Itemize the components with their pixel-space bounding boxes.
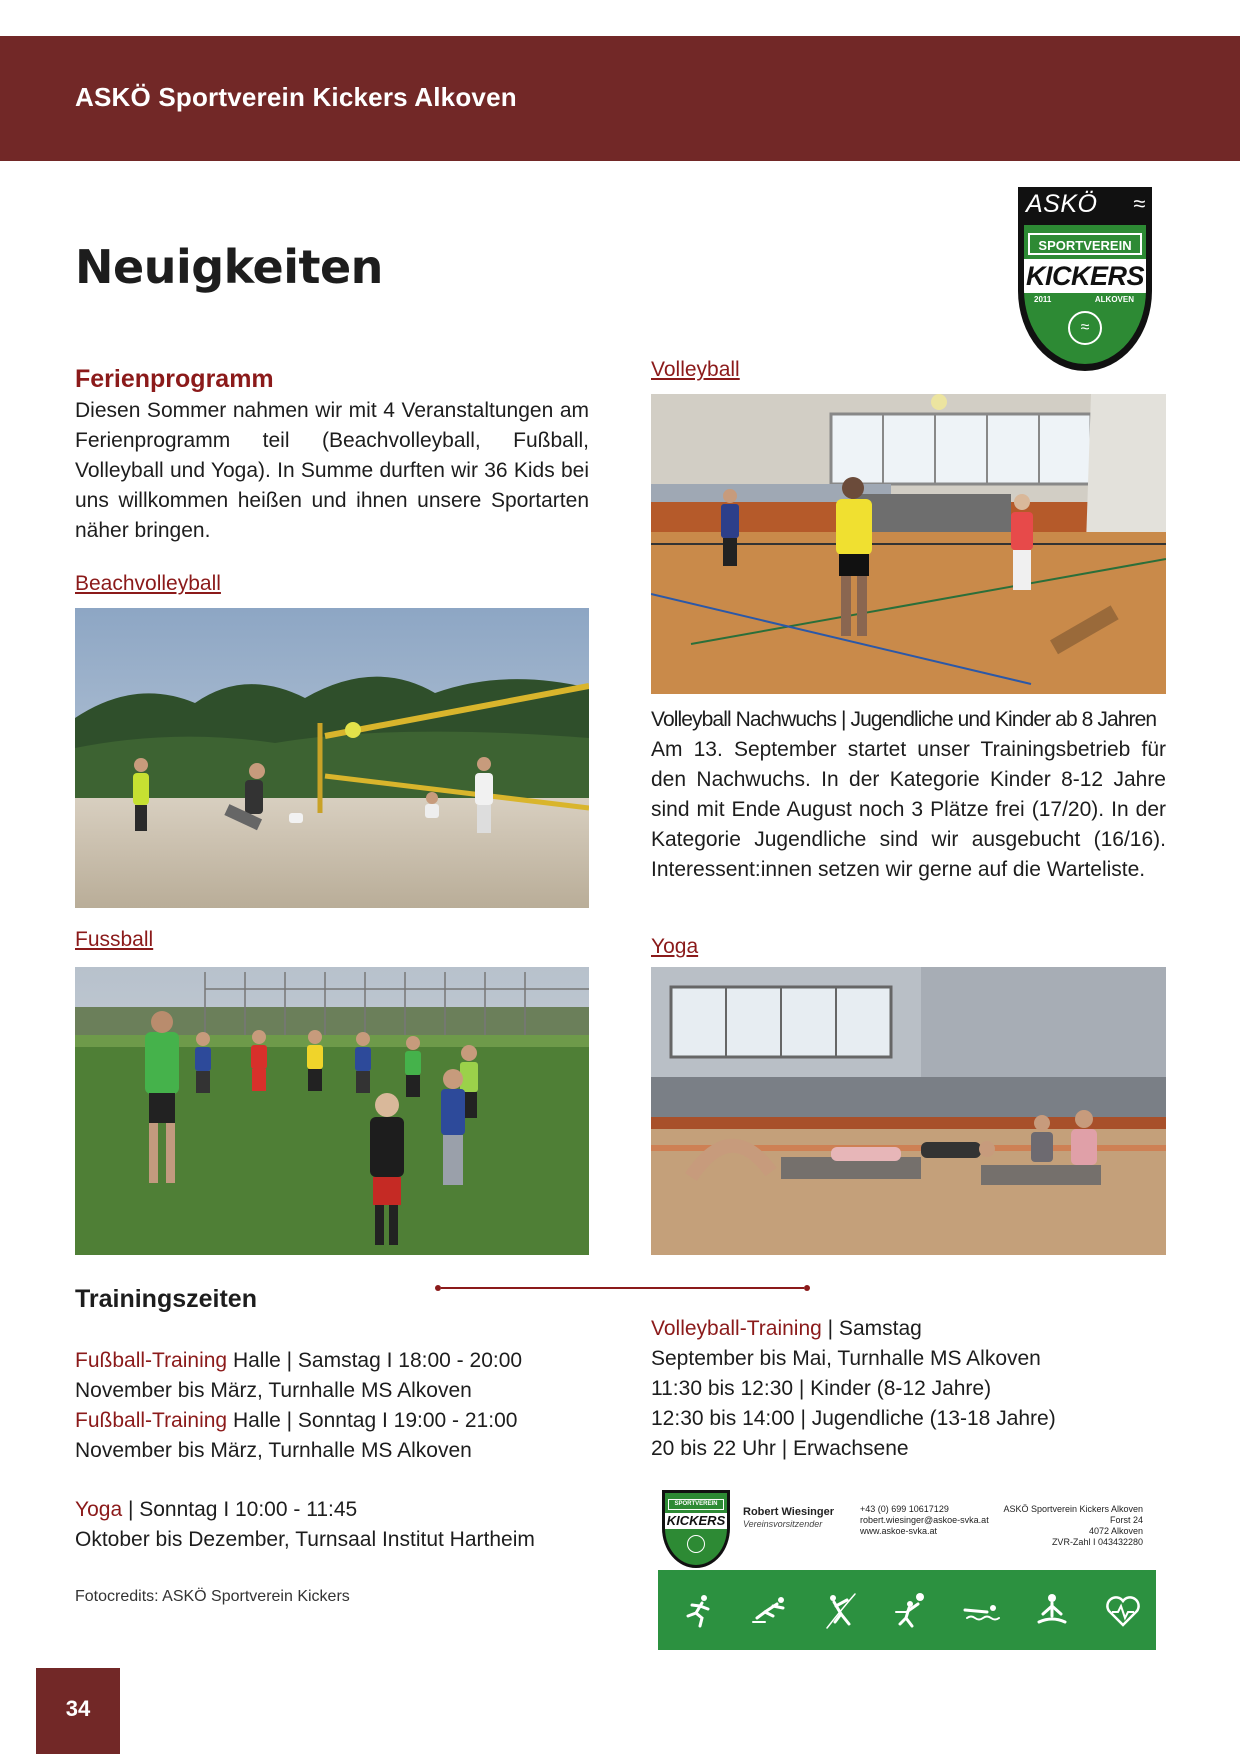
beachvolleyball-label[interactable]: Beachvolleyball — [75, 572, 221, 595]
contact-website[interactable]: www.askoe-svka.at — [860, 1526, 938, 1536]
fussball-training-time-2: Halle | Sonntag I 19:00 - 21:00 — [227, 1409, 518, 1432]
yoga-photo — [651, 967, 1166, 1255]
yoga-label[interactable]: Yoga — [651, 935, 699, 958]
fussball-photo — [75, 967, 589, 1255]
logo-shield — [1018, 221, 1152, 371]
volleyball-training-kids: 11:30 bis 12:30 | Kinder (8-12 Jahre) — [651, 1377, 992, 1400]
training-fussball-schedule — [75, 1346, 522, 1466]
page-title: Neuigkeiten — [75, 240, 383, 294]
fussball-training-place-2: November bis März, Turnhalle MS Alkoven — [75, 1439, 472, 1462]
club-name: ASKÖ Sportverein Kickers Alkoven — [1003, 1504, 1143, 1514]
yoga-training-place: Oktober bis Dezember, Turnsaal Institut Hartheim — [75, 1528, 535, 1551]
logo-name-text: KICKERS — [1025, 261, 1144, 291]
volleyball-news-text: Am 13. September startet unser Trainingsbetrieb für den Nachwuchs. In der Kategorie Kinder 8-12 Jahre sind mit Ende August noch 3 Plätze frei (17/20). In der Kategorie Jugendliche sind wir ausgebucht (16/16). Interessent:innen setzen wir gerne auf die Warteliste. — [651, 738, 1166, 881]
volleyball-training-label: Volleyball-Training — [651, 1317, 822, 1340]
volleyball-label[interactable]: Volleyball — [651, 358, 740, 381]
beachvolleyball-photo — [75, 608, 589, 908]
gymnastics-icon — [821, 1592, 859, 1630]
yoga-icon — [1033, 1592, 1071, 1630]
fussball-training-time: Halle | Samstag I 18:00 - 20:00 — [227, 1349, 523, 1372]
volleyball-photo — [651, 394, 1166, 694]
header-title: ASKÖ Sportverein Kickers Alkoven — [75, 82, 517, 112]
logo-top-band — [1018, 187, 1152, 221]
club-zvr: ZVR-Zahl I 043432280 — [1051, 1537, 1143, 1547]
card-logo-emblem-icon — [687, 1535, 705, 1553]
fussball-training-label: Fußball-Training — [75, 1349, 228, 1372]
fussball-label[interactable]: Fussball — [75, 928, 154, 951]
volleyball-training-adults: 20 bis 22 Uhr | Erwachsene — [651, 1437, 909, 1460]
contact-email[interactable]: robert.wiesinger@askoe-svka.at — [860, 1515, 989, 1525]
yoga-training-label: Yoga — [75, 1498, 123, 1521]
running-icon — [680, 1592, 718, 1630]
training-heading: Trainingszeiten — [75, 1285, 257, 1313]
volleyball-news — [651, 705, 1166, 885]
heart-icon — [1104, 1592, 1142, 1630]
volleyball-training-day: | Samstag — [821, 1317, 922, 1340]
contact-phone[interactable]: +43 (0) 699 10617129 — [860, 1504, 949, 1514]
logo-year: 2011 — [1034, 295, 1052, 304]
volleyball-training-youth: 12:30 bis 14:00 | Jugendliche (13-18 Jahre) — [651, 1407, 1056, 1430]
fussball-training-label-2: Fußball-Training — [75, 1409, 228, 1432]
club-logo — [1018, 187, 1152, 371]
logo-shield-inner — [1024, 225, 1146, 364]
divider-dot-right — [804, 1285, 810, 1291]
club-address — [980, 1504, 1143, 1548]
divider-line — [441, 1287, 804, 1289]
logo-askoe-text: ASKÖ — [1026, 190, 1098, 218]
ferien-text: Diesen Sommer nahmen wir mit 4 Veranstaltungen am Ferienprogramm teil (Beachvolleyball, Fußball, Volleyball und Yoga). In Summe durften wir 36 Kids bei uns willkommen heißen und ihnen unsere Sportarten näher bringen. — [75, 399, 589, 542]
sport-icons-bar — [658, 1570, 1156, 1650]
volleyball-news-title: Volleyball Nachwuchs | Jugendliche und Kinder ab 8 Jahren — [651, 708, 1157, 731]
card-logo-inner — [665, 1493, 727, 1565]
logo-band-text: SPORTVEREIN — [1028, 233, 1142, 255]
contact-details — [860, 1504, 989, 1537]
logo-town: ALKOVEN — [1094, 295, 1134, 304]
card-logo — [662, 1490, 730, 1568]
card-logo-name: KICKERS — [666, 1513, 726, 1528]
yoga-training-time: | Sonntag I 10:00 - 11:45 — [122, 1498, 358, 1521]
fussball-training-place: November bis März, Turnhalle MS Alkoven — [75, 1379, 472, 1402]
sprint-icon — [751, 1592, 789, 1630]
swimming-icon — [963, 1592, 1001, 1630]
contact-role: Vereinsvorsitzender — [743, 1519, 823, 1529]
club-street: Forst 24 — [1109, 1515, 1143, 1525]
logo-swoosh-icon: ≈ — [1133, 191, 1146, 216]
section-divider — [435, 1285, 810, 1291]
photo-credits: Fotocredits: ASKÖ Sportverein Kickers — [75, 1588, 350, 1605]
logo-emblem-icon: ≈ — [1068, 311, 1102, 345]
page-number: 34 — [65, 1696, 91, 1721]
training-volleyball-schedule — [651, 1314, 1056, 1464]
training-yoga-schedule — [75, 1495, 535, 1555]
ferien-heading: Ferienprogramm — [75, 365, 274, 393]
volleyball-training-place: September bis Mai, Turnhalle MS Alkoven — [651, 1347, 1041, 1370]
volleyball-icon — [892, 1592, 930, 1630]
club-city: 4072 Alkoven — [1088, 1526, 1143, 1536]
card-logo-band: SPORTVEREIN — [668, 1499, 724, 1510]
contact-name: Robert Wiesinger — [743, 1506, 834, 1518]
